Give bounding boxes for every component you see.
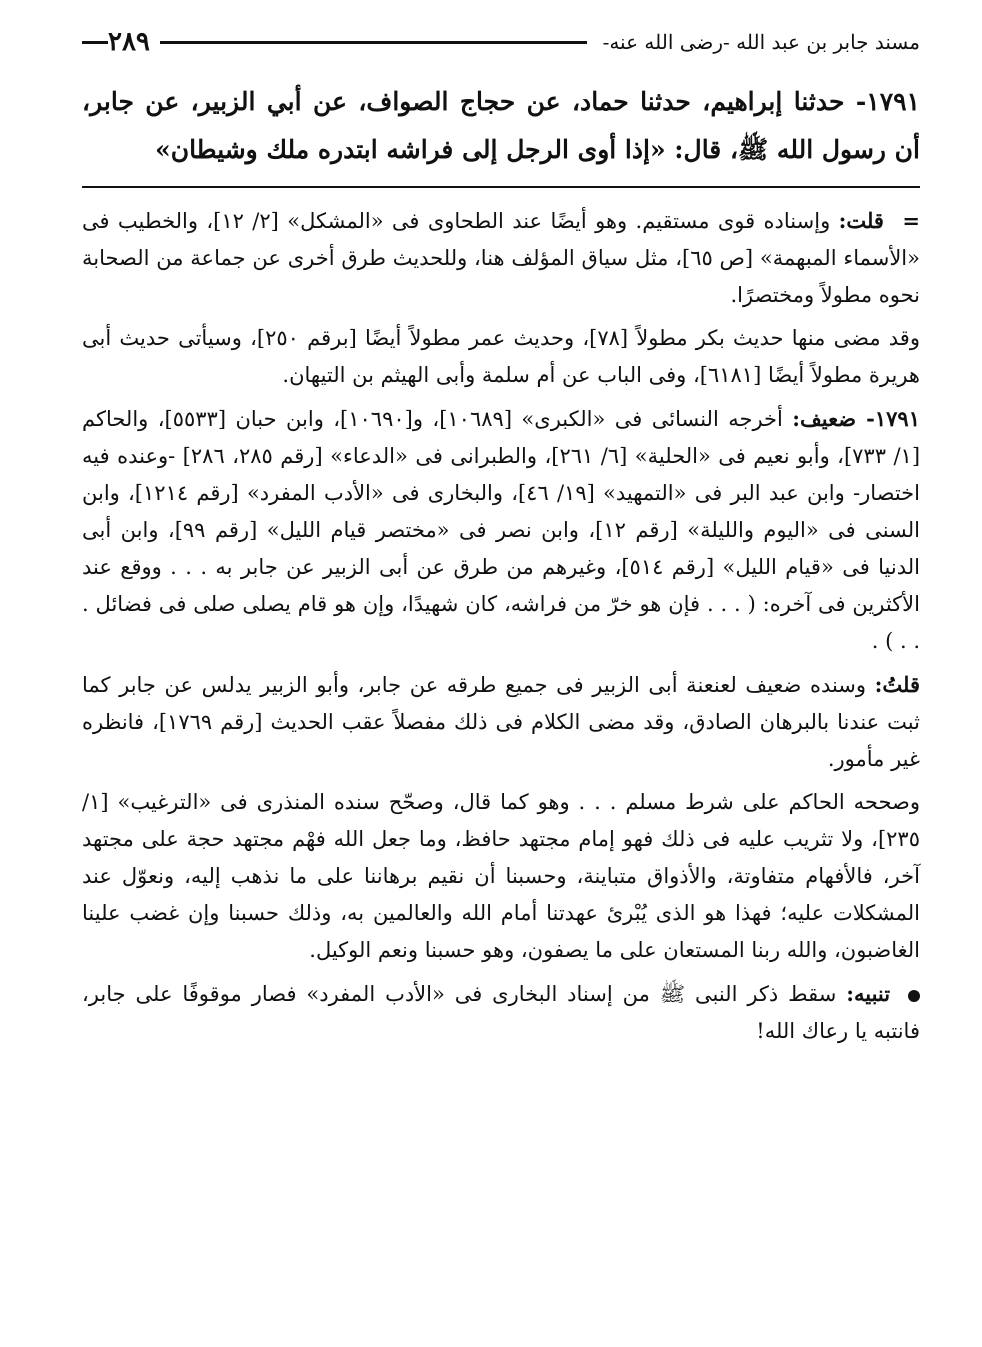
bullet-icon bbox=[908, 990, 920, 1002]
takhrij-text: أخرجه النسائى فى «الكبرى» [١٠٦٨٩]، و[١٠٦٩٠]، وابن حبان [٥٥٣٣]، والحاكم [١/ ٧٣٣]، وأبو نعيم فى «الحلية» [٦/ ٢٦١]، والطبرانى فى «الدعاء» [رقم ٢٨٥، ٢٨٦] -وعنده فيه اختصار- وابن عبد البر فى «التمهيد» [١٩/ ٤٦]، والبخارى فى «الأدب المفرد» [رقم ١٢١٤]، وابن السنى فى «اليوم والليلة» [رقم ١٢]، وابن نصر فى «مختصر قيام الليل» [رقم ٩٩]، وابن أبى الدنيا فى «قيام الليل» [رقم ٥١٤]، وغيرهم من طرق عن أبى الزبير عن جابر به . . . ووقع عند الأكثرين فى آخره: ( . . . فإن هو خرّ من فراشه، كان شهيدًا، وإن هو قام يصلى صلى فى فضائل . . . ) . bbox=[82, 407, 921, 653]
header-rule bbox=[160, 41, 587, 44]
note-paragraph bbox=[82, 975, 920, 1050]
hadith-text bbox=[82, 78, 920, 174]
commentary-text-1: وإسناده قوى مستقيم. وهو أيضًا عند الطحاوى فى «المشكل» [٢/ ١٢]، والخطيب فى «الأسماء المبهمة» [ص ٦٥]، مثل سياق المؤلف هنا، وللحديث طرق أخرى عن جماعة من الصحابة نحوه مطولاً ومختصرًا. bbox=[82, 209, 920, 307]
commentary-lead-4: قلتُ: bbox=[874, 672, 920, 697]
commentary-paragraph-1 bbox=[82, 202, 920, 314]
document-page bbox=[82, 22, 920, 1056]
page-number: ٢٨٩ bbox=[108, 27, 150, 57]
takhrij-lead: ١٧٩١- ضعيف: bbox=[792, 406, 920, 431]
hadith-number: ١٧٩١- bbox=[855, 87, 920, 116]
running-title: مسند جابر بن عبد الله -رضى الله عنه- bbox=[602, 30, 920, 54]
note-lead: تنبيه: bbox=[846, 981, 891, 1006]
commentary-paragraph-5 bbox=[82, 784, 920, 969]
takhrij-paragraph bbox=[82, 400, 920, 660]
footnote-separator bbox=[82, 186, 920, 188]
page-header bbox=[82, 22, 920, 62]
page-number-dash bbox=[82, 41, 108, 44]
hadith-quote: «إذا أوى الرجل إلى فراشه ابتدره ملك وشيطان» bbox=[155, 135, 666, 164]
commentary-lead-1: قلت: bbox=[838, 208, 884, 233]
commentary-text-4: وسنده ضعيف لعنعنة أبى الزبير فى جميع طرقه عن جابر، وأبو الزبير يدلس عن جابر كما ثبت عندنا بالبرهان الصادق، وقد مضى الكلام فى ذلك مفصلاً عقب الحديث [رقم ١٧٦٩]، فانظره غير مأمور. bbox=[82, 673, 920, 771]
commentary-paragraph-4 bbox=[82, 666, 920, 778]
hadith-intro: حدثنا إبراهيم، حدثنا حماد، عن حجاج الصواف، عن أبي الزبير، عن جابر، أن رسول الله ﷺ، قال: bbox=[82, 87, 920, 164]
commentary-text-5: وصححه الحاكم على شرط مسلم . . . وهو كما قال، وصحّح سنده المنذرى فى «الترغيب» [١/ ٢٣٥]، ولا تثريب عليه فى ذلك فهو إمام مجتهد حافظ، وما جعل الله فهْم مجتهد حجة على مجتهد آخر، فالأفهام متفاوتة، والأذواق متباينة، وحسبنا أن نقيم برهاننا على ما نذهب إليه، ونعوّل عند المشكلات عليه؛ فهذا هو الذى يُبْرئ عهدتنا أمام الله والعالمين به، وذلك حسبنا وإن غضب علينا الغاضبون، والله ربنا المستعان على ما يصفون، وهو حسبنا ونعم الوكيل. bbox=[82, 790, 920, 962]
commentary-text-2: وقد مضى منها حديث بكر مطولاً [٧٨]، وحديث عمر مطولاً أيضًا [برقم ٢٥٠]، وسيأتى حديث أبى هريرة مطولاً أيضًا [٦١٨١]، وفى الباب عن أم سلمة وأبى الهيثم بن التيهان. bbox=[82, 326, 920, 387]
commentary-paragraph-2 bbox=[82, 320, 920, 394]
note-text: سقط ذكر النبى ﷺ من إسناد البخارى فى «الأدب المفرد» فصار موقوفًا على جابر، فانتبه يا رعاك الله! bbox=[82, 982, 920, 1043]
equals-marker: = bbox=[902, 208, 920, 233]
